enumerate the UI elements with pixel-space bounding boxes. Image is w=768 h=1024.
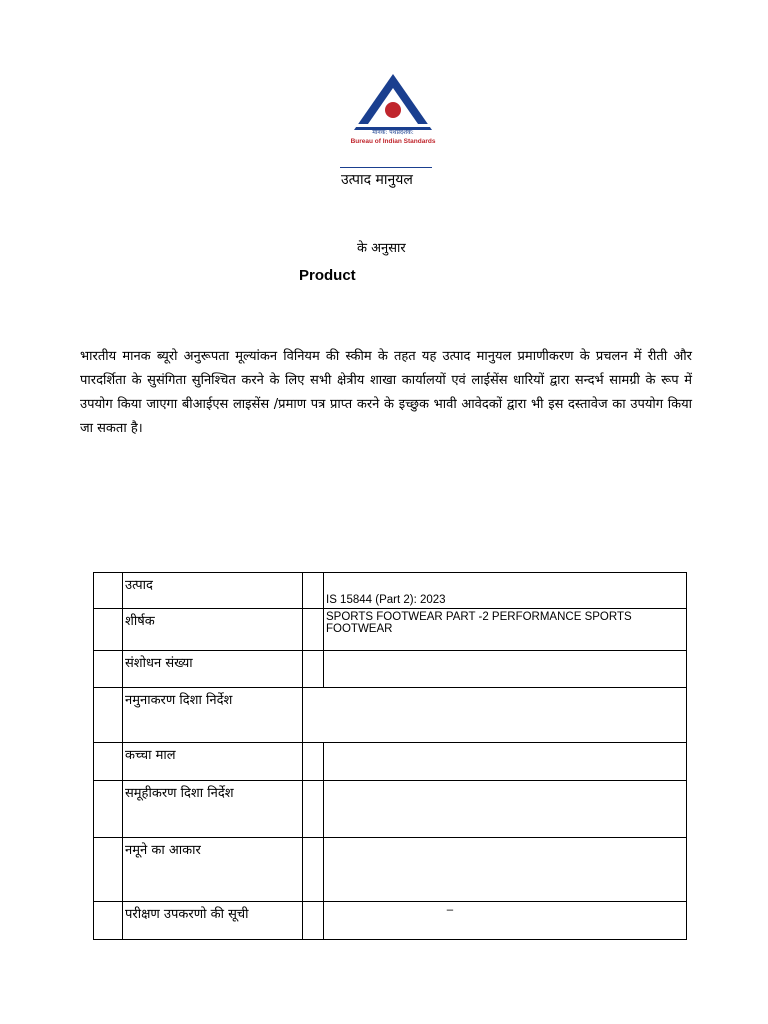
table-row [94, 838, 687, 902]
blank-cell [94, 688, 123, 743]
blank-cell [94, 781, 123, 838]
blank-cell [94, 902, 123, 940]
table-row [94, 651, 687, 688]
row-label: परीक्षण उपकरणो की सूची [123, 902, 303, 940]
row-label: कच्चा माल [123, 743, 303, 781]
table-row [94, 688, 687, 743]
according-to-label: के अनुसार [357, 241, 406, 256]
blank-cell [303, 573, 324, 609]
table-row [94, 743, 687, 781]
row-label: नमुनाकरण दिशा निर्देश [123, 688, 303, 743]
row-value [324, 838, 687, 902]
row-label: नमूने का आकार [123, 838, 303, 902]
blank-cell [303, 838, 324, 902]
document-title: उत्पाद मानुयल [341, 172, 413, 188]
table-row [94, 609, 687, 651]
blank-cell [303, 609, 324, 651]
blank-cell [94, 573, 123, 609]
row-value [324, 651, 687, 688]
table-row [94, 573, 687, 609]
blank-cell [94, 743, 123, 781]
blank-cell [303, 902, 324, 940]
row-value [324, 781, 687, 838]
row-value [324, 902, 687, 940]
blank-cell [303, 651, 324, 688]
blank-cell [303, 743, 324, 781]
row-value [324, 743, 687, 781]
product-label: Product [299, 267, 356, 284]
logo-caption-hindi: मानक: पथप्रदर्शक: [372, 129, 414, 136]
row-value-text: – [446, 904, 454, 916]
blank-cell [303, 781, 324, 838]
intro-paragraph: भारतीय मानक ब्यूरो अनुरूपता मूल्यांकन विनियम की स्कीम के तहत यह उत्पाद मानुयल प्रमाणीकरण के प्रचलन में रीती और पारदर्शिता के सुसंगिता सुनिश्चित करने के लिए सभी क्षेत्रीय शाखा कार्यालयों एवं लाईसेंस धारियों द्वारा सन्दर्भ सामग्री के रूप में उपयोग किया जाएगा बीआईएस लाइसेंस /प्रमाण पत्र प्राप्त करने के इच्छुक भावी आवेदकों द्वारा भी इस दस्तावेज का उपयोग किया जा सकता है। [80, 349, 692, 436]
blank-cell [94, 609, 123, 651]
row-label: उत्पाद [123, 573, 303, 609]
row-value [324, 573, 687, 609]
row-value: SPORTS FOOTWEAR PART -2 PERFORMANCE SPORTS FOOTWEAR [324, 609, 687, 651]
row-value [303, 688, 687, 743]
blank-cell [94, 651, 123, 688]
logo-caption-english: Bureau of Indian Standards [350, 138, 436, 145]
table-row [94, 902, 687, 940]
row-value-text: IS 15844 (Part 2): 2023 [326, 594, 446, 606]
product-info-table [93, 572, 687, 940]
row-label: समूहीकरण दिशा निर्देश [123, 781, 303, 838]
row-label: संशोधन संख्या [123, 651, 303, 688]
row-label: शीर्षक [123, 609, 303, 651]
title-divider [340, 167, 432, 168]
blank-cell [94, 838, 123, 902]
table-row [94, 781, 687, 838]
